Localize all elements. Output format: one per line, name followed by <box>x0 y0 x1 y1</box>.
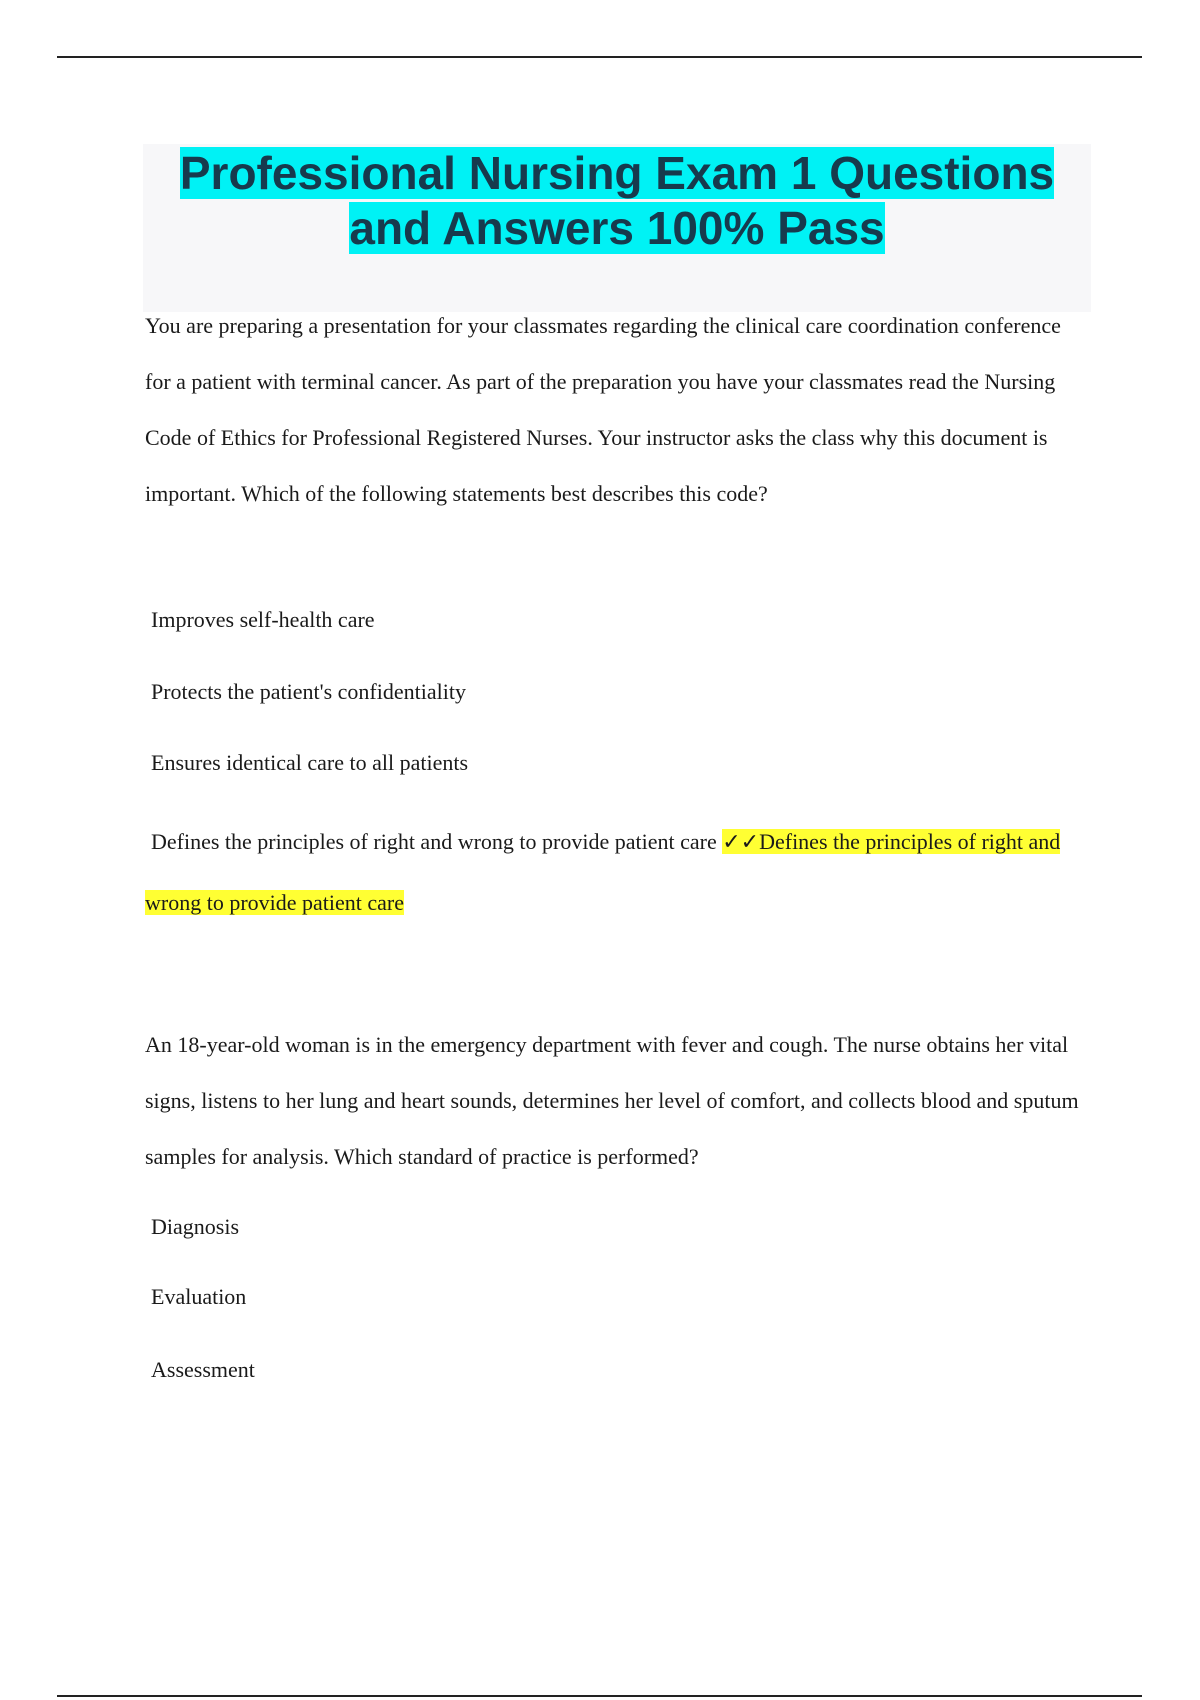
bottom-rule <box>57 1695 1142 1697</box>
top-rule <box>57 56 1142 58</box>
title-line-1: Professional Nursing Exam 1 Questions <box>179 147 1055 199</box>
question-2-prompt: An 18-year-old woman is in the emergency department with fever and cough. The nurse obtains her vital signs, listens to her lung and heart sounds, determines her level of comfort, and collects blood and sputum samples for analysis. Which standard of practice is performed? <box>145 1032 1079 1169</box>
question-1-option-4-with-answer <box>145 811 1085 933</box>
question-2-option-2: Evaluation <box>151 1284 247 1309</box>
title-line-2: and Answers 100% Pass <box>349 202 885 254</box>
question-1-option-3: Ensures identical care to all patients <box>151 750 469 775</box>
question-2-option-1: Diagnosis <box>151 1214 239 1239</box>
title-block <box>143 144 1091 312</box>
page-title <box>143 144 1091 256</box>
question-1-option-1: Improves self-health care <box>151 607 375 632</box>
question-1-option-4: Defines the principles of right and wrong to provide patient care <box>151 829 717 854</box>
question-1-option-2: Protects the patient's confidentiality <box>151 679 466 704</box>
question-1-prompt: You are preparing a presentation for your classmates regarding the clinical care coordination conference for a patient with terminal cancer. As part of the preparation you have your classmates read the Nursing Code of Ethics for Professional Registered Nurses. Your instructor asks the class why this document is important. Which of the following statements best describes this code? <box>145 313 1061 506</box>
question-2-option-3: Assessment <box>151 1357 255 1382</box>
question-1-answer: ✓✓Defines the principles of right and wrong to provide patient care <box>145 829 1061 915</box>
